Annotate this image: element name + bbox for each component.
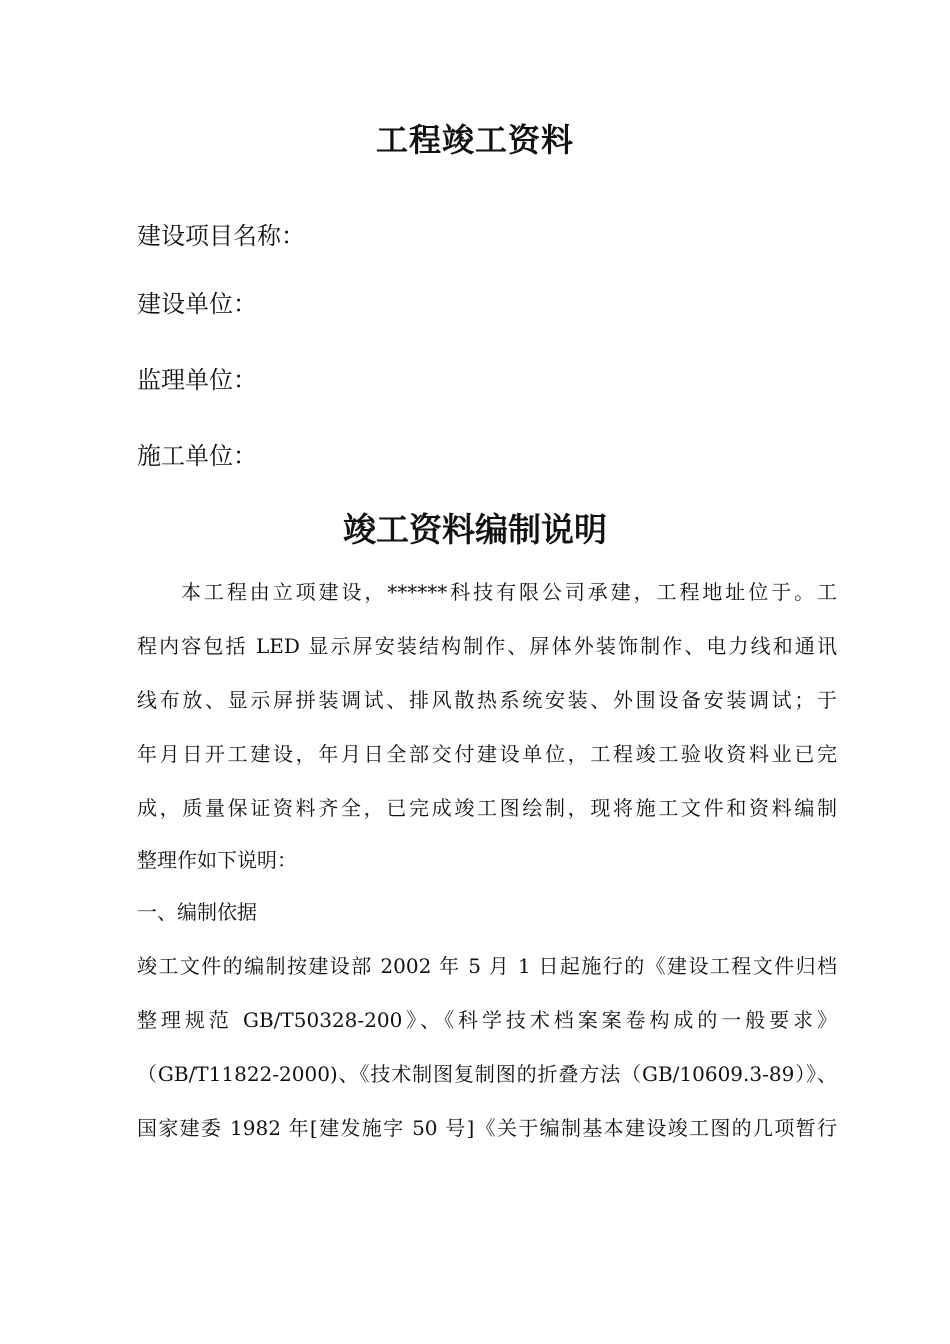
field-label: 施工单位：	[137, 442, 257, 470]
field-construction-unit	[137, 284, 257, 324]
paragraph-line: 整理规范 GB/T50328-200》、《科学技术档案案卷构成的一般要求》	[137, 1008, 837, 1032]
field-separator: ：	[281, 222, 305, 250]
paragraph-line: 整理作如下说明：	[137, 848, 297, 872]
field-contractor-unit	[137, 436, 257, 476]
document-title: 工程竣工资料	[375, 121, 574, 159]
field-project-name	[137, 216, 305, 256]
paragraph-line: 成，质量保证资料齐全，已完成竣工图绘制，现将施工文件和资料编制	[137, 796, 837, 820]
paragraph-line: 程内容包括 LED 显示屏安装结构制作、屏体外装饰制作、电力线和通讯	[137, 634, 837, 658]
paragraph-line: 线布放、显示屏拼装调试、排风散热系统安装、外围设备安装调试；于	[137, 688, 837, 712]
paragraph-line: （GB/T11822-2000)、《技术制图复制图的折叠方法（GB/10609.3-89）》、	[137, 1062, 837, 1086]
field-label: 监理单位：	[137, 366, 257, 394]
section-heading: 一、编制依据	[137, 900, 257, 924]
field-label: 建设项目名称	[137, 222, 281, 250]
section-title: 竣工资料编制说明	[343, 510, 607, 549]
paragraph-line: 年月日开工建设，年月日全部交付建设单位，工程竣工验收资料业已完	[137, 742, 837, 766]
field-supervision-unit	[137, 360, 257, 400]
paragraph-line: 国家建委 1982 年[建发施字 50 号]《关于编制基本建设竣工图的几项暂行	[137, 1116, 837, 1140]
field-label: 建设单位：	[137, 290, 257, 318]
paragraph-line: 竣工文件的编制按建设部 2002 年 5 月 1 日起施行的《建设工程文件归档	[137, 954, 837, 978]
paragraph-line: 本工程由立项建设，******科技有限公司承建，工程地址位于。工	[181, 580, 837, 604]
